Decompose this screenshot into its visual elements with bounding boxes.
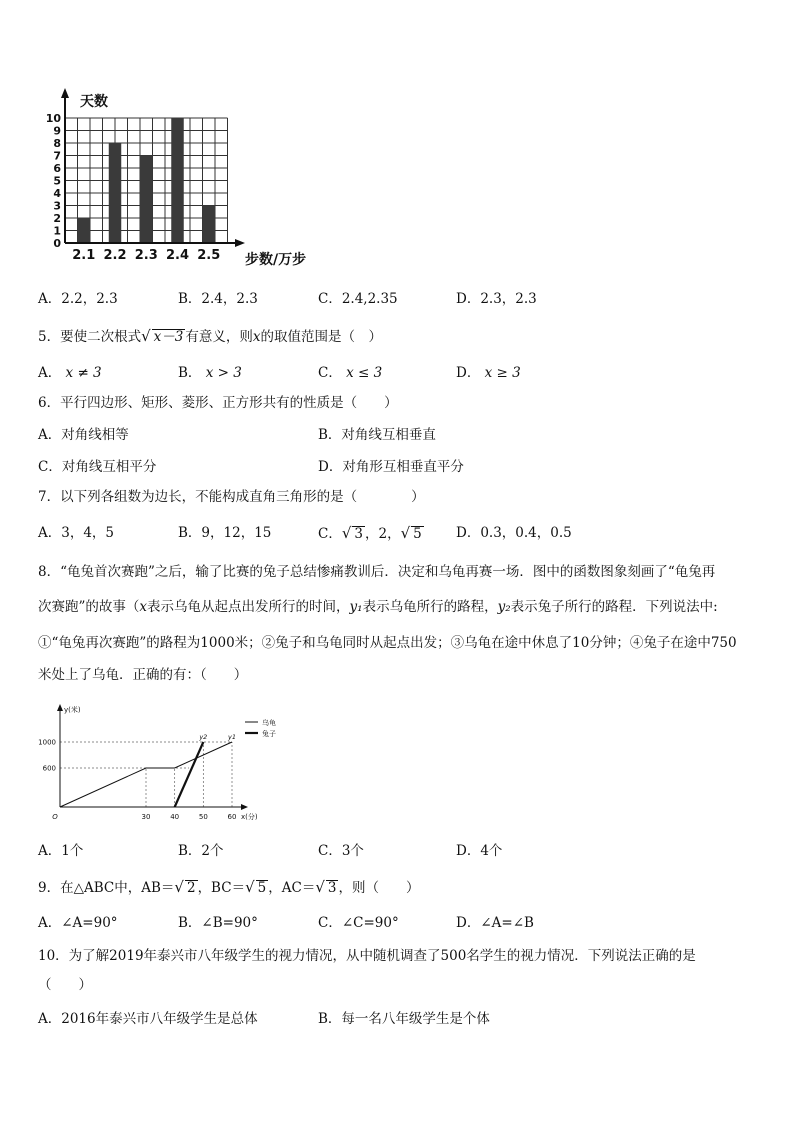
- bar-2.3: [140, 156, 153, 244]
- q10-stem-line2: （ ）: [38, 977, 92, 993]
- q7-stem: 7．以下列各组数为边长，不能构成直角三角形的是（ ）: [38, 489, 425, 505]
- bar-y-tick-label: 0: [53, 237, 61, 250]
- race-y-axis-arrow: [57, 704, 63, 711]
- q9-stem: 9．在△ABC中，AB＝√ 2 ，BC＝√ 5 ，AC＝√ 3 ，则（ ）: [38, 878, 420, 896]
- bar-2.2: [109, 143, 122, 243]
- q7-option-b: B．9，12，15: [178, 525, 272, 541]
- q6-option-b: B．对角线互相垂直: [318, 427, 436, 443]
- step-count-bar-chart: [40, 86, 310, 276]
- series-label-y2: y2: [199, 733, 208, 741]
- bar-2.5: [203, 206, 216, 244]
- bar-x-tick-label: 2.5: [197, 248, 221, 263]
- q4-option-a: A．2.2，2.3: [38, 291, 118, 307]
- q8-option-d: D．4个: [456, 843, 503, 859]
- bar-y-tick-label: 3: [53, 199, 61, 213]
- q10-option-b: B．每一名八年级学生是个体: [318, 1011, 490, 1027]
- q4-option-c: C．2.4,2.35: [318, 291, 398, 307]
- bar-y-tick-label: 4: [53, 187, 61, 200]
- q8-stem-line4: 米处上了乌龟．正确的有：（ ）: [38, 667, 248, 683]
- series-兔子: [175, 742, 204, 807]
- legend-label-rabbit: 兔子: [262, 730, 276, 738]
- q6-option-c: C．对角线互相平分: [38, 459, 157, 475]
- q10-stem-line1: 10．为了解2019年泰兴市八年级学生的视力情况，从中随机调查了500名学生的视力情况．下列说法正确的是: [38, 948, 696, 964]
- q10-option-a: A．2016年泰兴市八年级学生是总体: [38, 1011, 258, 1027]
- q7-option-a: A．3，4，5: [38, 525, 115, 541]
- bar-y-tick-label: 9: [53, 124, 61, 138]
- race-legend: [245, 718, 276, 738]
- q5-option-a: A． x ≠ 3: [38, 365, 102, 381]
- q5-option-c: C． x ≤ 3: [318, 365, 383, 381]
- q6-stem: 6．平行四边形、矩形、菱形、正方形共有的性质是（ ）: [38, 395, 398, 411]
- q4-option-d: D．2.3，2.3: [456, 291, 537, 307]
- q8-stem-line1: 8．“龟兔首次赛跑”之后，输了比赛的兔子总结惨痛教训后．决定和乌龟再赛一场．图中的函数图象刻画了“龟兔再: [38, 564, 716, 580]
- q5-option-d: D． x ≥ 3: [456, 365, 521, 381]
- bar-y-tick-label: 1: [53, 224, 61, 238]
- race-x-tick-label: 60: [227, 813, 237, 821]
- bar-2.4: [171, 118, 184, 243]
- race-x-tick-label: 40: [170, 813, 180, 821]
- race-y-tick-label: 600: [42, 764, 56, 773]
- q5-stem: 5．要使二次根式√ x－3 有意义，则x的取值范围是（ ）: [38, 327, 382, 345]
- bar-2.1: [78, 218, 91, 243]
- bar-x-tick-label: 2.2: [103, 248, 127, 263]
- bar-y-axis-arrow: [61, 88, 69, 98]
- bar-y-tick-label: 6: [53, 162, 61, 175]
- q6-option-d: D．对角形互相垂直平分: [318, 459, 464, 475]
- q9-option-c: C．∠C=90°: [318, 915, 399, 931]
- q8-option-a: A．1个: [38, 843, 84, 859]
- bar-x-tick-label: 2.3: [134, 248, 158, 263]
- q9-option-d: D．∠A=∠B: [456, 915, 534, 931]
- q6-option-a: A．对角线相等: [38, 427, 129, 443]
- race-x-axis-label: x(分): [241, 813, 258, 821]
- legend-label-tortoise: 乌龟: [262, 719, 276, 727]
- race-x-tick-label: 50: [198, 813, 208, 821]
- race-y-tick-label: 1000: [38, 738, 56, 747]
- bar-y-tick-label: 7: [53, 149, 61, 163]
- q8-stem-line2: 次赛跑”的故事（x表示乌龟从起点出发所行的时间，y₁表示乌龟所行的路程，y₂表示兔子所行的路程．下列说法中:: [38, 599, 718, 615]
- bar-y-tick-label: 8: [53, 137, 61, 150]
- q7-option-c: C．√ 3 ，2，√ 5: [318, 524, 422, 542]
- race-x-tick-label: O: [52, 813, 58, 821]
- series-label-y1: y1: [228, 733, 236, 741]
- q8-stem-line3: ①“龟兔再次赛跑”的路程为1000米；②兔子和乌龟同时从起点出发；③乌龟在途中休息了10分钟；④兔子在途中750: [38, 635, 737, 651]
- q9-option-a: A．∠A=90°: [38, 915, 118, 931]
- race-y-axis-label: y(米): [64, 706, 81, 714]
- race-function-graph: [38, 700, 298, 832]
- q8-option-b: B．2个: [178, 843, 224, 859]
- q7-option-d: D．0.3，0.4，0.5: [456, 525, 572, 541]
- bar-y-tick-label: 10: [45, 112, 61, 125]
- bar-x-tick-label: 2.4: [165, 248, 190, 263]
- q9-option-b: B．∠B=90°: [178, 915, 258, 931]
- bar-x-tick-label: 2.1: [72, 248, 96, 263]
- race-x-axis-arrow: [241, 804, 248, 810]
- bar-x-axis-arrow: [235, 239, 245, 247]
- q5-option-b: B． x > 3: [178, 365, 242, 381]
- race-x-tick-label: 30: [141, 813, 151, 821]
- bar-x-axis-label: 步数/万步: [245, 252, 307, 268]
- q8-option-c: C．3个: [318, 843, 364, 859]
- bar-y-axis-label: 天数: [80, 94, 108, 110]
- bar-y-tick-label: 5: [53, 174, 61, 188]
- q4-option-b: B．2.4，2.3: [178, 291, 258, 307]
- bar-y-tick-label: 2: [53, 212, 61, 225]
